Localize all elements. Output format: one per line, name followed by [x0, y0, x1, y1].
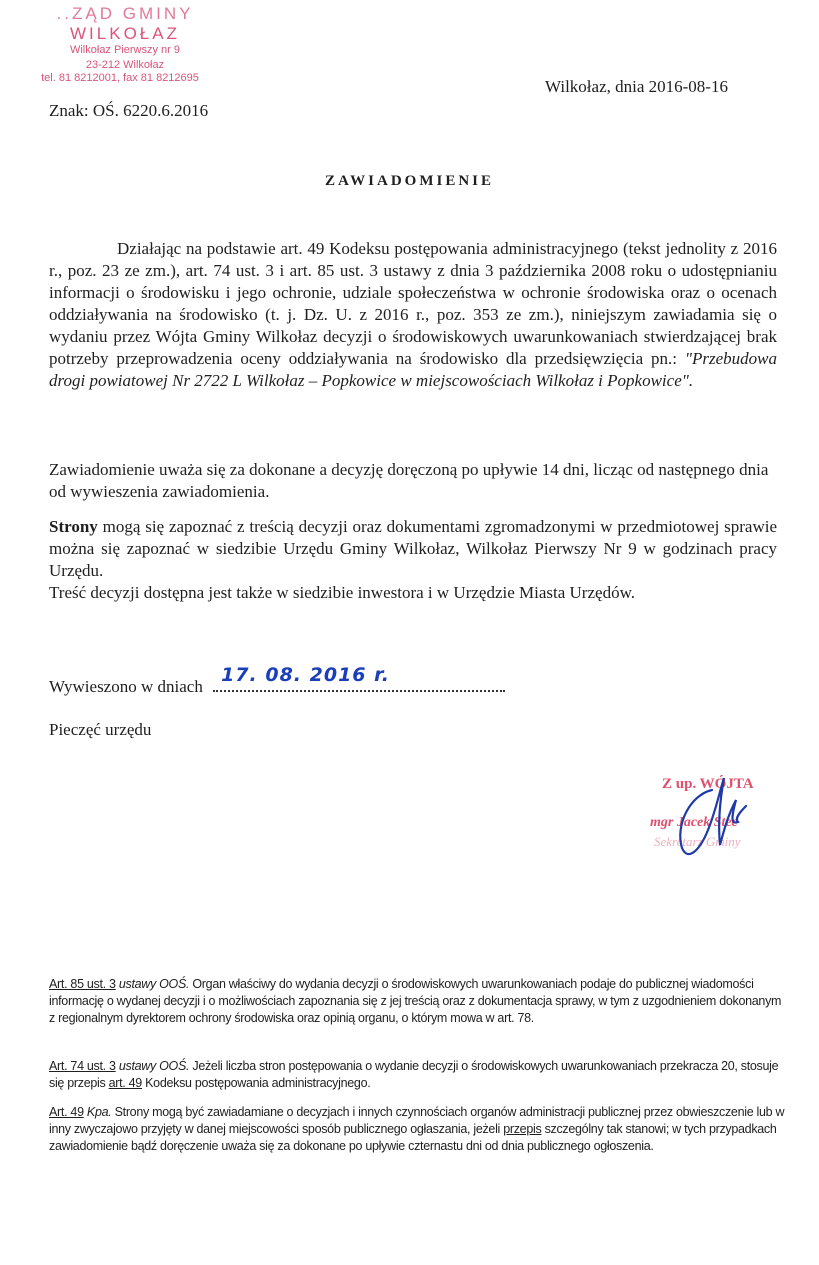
- stamp-line-address: Wilkołaz Pierwszy nr 9: [69, 44, 181, 56]
- footnote-art-49-text-end: szczególny tak stanowi; w tych przypadkach zawiadomienie bądź doręczenie uważa się za dokonane po upływie czternastu dni od dnia publicznego ogłoszenia.: [49, 1122, 777, 1153]
- signature-stamp-line2: mgr Jacek Stec: [650, 815, 738, 830]
- paragraph-legal-basis: [49, 238, 777, 392]
- footnote-art-49: [49, 1104, 789, 1155]
- footnote-art-85: [49, 976, 789, 1027]
- footnote-art-74-ref: Art. 74 ust. 3: [49, 1059, 116, 1073]
- handwritten-date: 17. 08. 2016 r.: [221, 664, 390, 686]
- paragraph-legal-basis-text: Działając na podstawie art. 49 Kodeksu postępowania administracyjnego (tekst jednolity z 2016 r., poz. 23 ze zm.), art. 74 ust. 3 i art. 85 ust. 3 ustawy z dnia 3 października 2008 roku o udostępnianiu informacji o środowisku i jego ochronie, udziale społeczeństwa w ochronie środowiska oraz o ocenach oddziaływania na środowisko (t. j. Dz. U. z 2016 r., poz. 353 ze zm.), niniejszym zawiadamia się o wydaniu przez Wójta Gminy Wilkołaz decyzji o środowiskowych uwarunkowaniach stwierdzającej brak potrzeby przeprowadzenia oceny oddziaływania na środowisko dla przedsięwzięcia pn.:: [49, 239, 777, 368]
- seal-label: Pieczęć urzędu: [49, 720, 152, 739]
- handwritten-signature-icon: [620, 770, 819, 865]
- parties-label: Strony: [49, 517, 98, 536]
- paragraph-availability: Treść decyzji dostępna jest także w siedzibie inwestora i w Urzędzie Miasta Urzędów.: [49, 583, 635, 602]
- signature-stamp-line3: Sekretarz Gminy: [654, 834, 741, 849]
- stamp-line-municipality: WILKOŁAZ: [70, 24, 180, 43]
- document-title: ZAWIADOMIENIE: [324, 173, 495, 189]
- footnote-art-74-text: Jeżeli liczba stron postępowania o wydanie decyzji o środowiskowych uwarunkowaniach przekracza 20, stosuje się przepis: [49, 1059, 779, 1090]
- place-and-date: Wilkołaz, dnia 2016-08-16: [545, 77, 728, 96]
- footnote-art-49-source: Kpa.: [86, 1105, 112, 1119]
- posting-date-field: [213, 664, 505, 692]
- footnote-przepis-link[interactable]: przepis: [503, 1122, 542, 1136]
- footnote-art-85-text: Organ właściwy do wydania decyzji o środowiskowych uwarunkowaniach podaje do publicznej wiadomości informację o wydanej decyzji i o możliwościach zapoznania się z jej treścią oraz z dokumentacja sprawy, w tym z uzgodnieniem dokonanym z regionalnym dyrektorem ochrony środowiska oraz opinią organu, o którym mowa w art. 78.: [49, 977, 782, 1025]
- footnote-art-49-link[interactable]: art. 49: [108, 1076, 142, 1090]
- project-name: "Przebudowa drogi powiatowej Nr 2722 L Wilkołaz – Popkowice w miejscowościach Wilkołaz i Popkowice".: [49, 349, 777, 390]
- signature-block: [620, 770, 819, 865]
- parties-text: mogą się zapoznać z treścią decyzji oraz dokumentami zgromadzonymi w przedmiotowej sprawie można się zapoznać w siedzibie Urzędu Gminy Wilkołaz, Wilkołaz Pierwszy Nr 9 w godzinach pracy Urzędu.: [49, 517, 777, 580]
- stamp-line-phone: tel. 81 8212001, fax 81 8212695: [41, 72, 199, 84]
- footnote-art-85-ref: Art. 85 ust. 3: [49, 977, 116, 991]
- footnote-art-49-text: Strony mogą być zawiadamiane o decyzjach i innych czynnościach organów administracji publicznej przez obwieszczenie lub w inny zwyczajowo przyjęty w danej miejscowości sposób publicznego ogłaszania, jeżeli: [49, 1105, 785, 1136]
- footnote-art-74: [49, 1058, 789, 1092]
- reference-number: Znak: OŚ. 6220.6.2016: [49, 101, 209, 120]
- posting-line: [49, 664, 505, 697]
- stamp-line-office: ..ZĄD GMINY: [56, 4, 194, 23]
- signature-stamp-line1: Z up. WÓJTA: [662, 776, 754, 792]
- paragraph-parties: [49, 516, 777, 582]
- footnote-art-74-text-end: Kodeksu postępowania administracyjnego.: [141, 1076, 371, 1090]
- footnote-art-49-ref: Art. 49: [49, 1105, 84, 1119]
- footnote-art-74-source: ustawy OOŚ.: [118, 1059, 190, 1073]
- posting-label: Wywieszono w dniach: [49, 677, 203, 696]
- stamp-line-postcode: 23-212 Wilkołaz: [85, 59, 165, 71]
- paragraph-delivery: Zawiadomienie uważa się za dokonane a decyzję doręczoną po upływie 14 dni, licząc od następnego dnia od wywieszenia zawiadomienia.: [49, 460, 769, 501]
- footnote-art-85-source: ustawy OOŚ.: [118, 977, 190, 991]
